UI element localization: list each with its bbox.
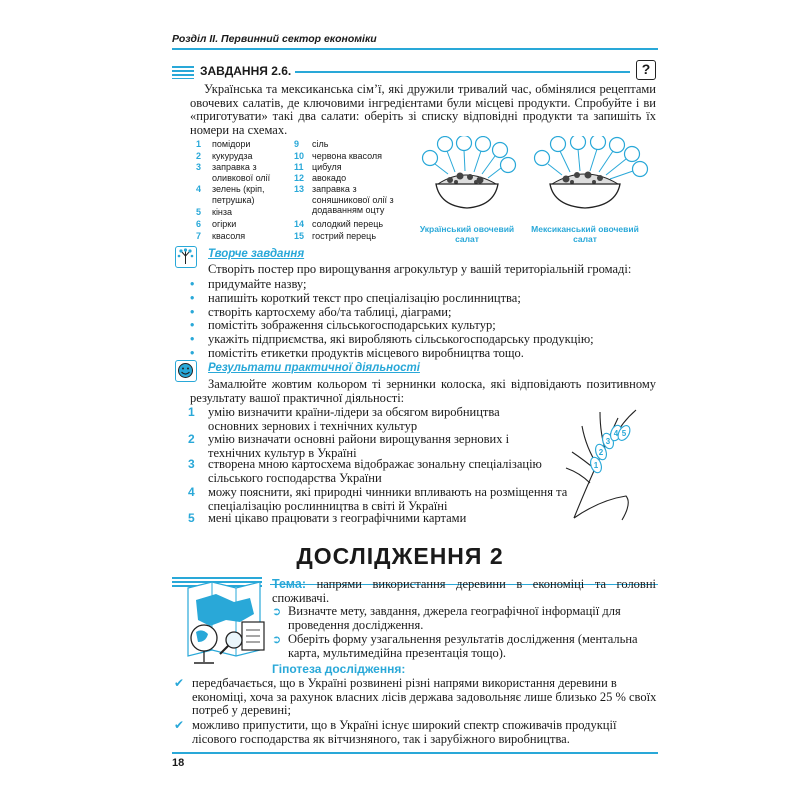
hypothesis-item: ✔ передбачається, що в Україні розвинені різні напрями використання деревини в економіці, хоча за рахунок власних лісів держава задовольняє лише близько 25 % своїх потреб у деревині; [174, 676, 657, 717]
bullet-icon: • [190, 277, 195, 291]
bullet-icon: • [190, 305, 195, 319]
result-item: 2 умію визначати основні райони вирощування зернових і технічних культур в Україні [188, 432, 510, 460]
ingredient-number: 12 [294, 173, 305, 183]
creative-item: • помістіть етикетки продуктів місцевого виробництва тощо. [190, 346, 524, 360]
arrow-icon: ➲ [272, 633, 282, 646]
ingredient-name: червона квасоля [312, 151, 383, 161]
ingredient-number: 5 [196, 207, 202, 217]
creative-task-title: Творче завдання [208, 248, 305, 260]
ukrainian-salad-label: Український овочевий салат [419, 224, 515, 244]
creative-item: • укажіть підприємства, які виробляють сільськогосподарську продукцію; [190, 332, 594, 346]
results-intro: Замалюйте жовтим кольором ті зернинки колоска, які відповідають позитивному результату вашої практичної діяльності: [190, 377, 656, 405]
task-heading-line [272, 71, 630, 73]
creative-task-intro: Створіть постер про вирощування агрокультур у вашій територіальній громаді: [208, 262, 632, 276]
ingredient-number: 6 [196, 219, 202, 229]
task-text: Українська та мексиканська сім’ї, які дружили тривалий час, обмінялися рецептами овочевих салатів, де ключовими інгредієнтами були місцеві продукти. Спробуйте і ви «приготувати» такі два салати: оберіть зі списку відповідні продукти та запишіть їх номери на схемах. [190, 82, 656, 137]
ingredient-name: огірки [212, 219, 237, 229]
task-title: ЗАВДАННЯ 2.6. [200, 64, 295, 78]
creative-task-icon [175, 246, 197, 268]
result-item: 3 створена мною картосхема відображає зональну спеціалізацію сільського господарства України [188, 457, 542, 485]
research-illustration [176, 580, 272, 666]
ingredient-name: кукурудза [212, 151, 253, 161]
ingredient-number: 10 [294, 151, 305, 161]
theme-label: Тема: [272, 577, 306, 591]
answer-circle[interactable] [423, 151, 438, 166]
ingredient-number: 3 [196, 162, 202, 172]
answer-circle[interactable] [591, 136, 606, 150]
checkmark-icon: ✔ [174, 676, 185, 690]
creative-item: • придумайте назву; [190, 277, 307, 291]
ingredient-name: гострий перець [312, 231, 377, 241]
header-rule [172, 48, 658, 50]
ingredient-name: зелень (кріп, петрушка) [212, 184, 265, 205]
ingredient-name: солодкий перець [312, 219, 384, 229]
research-step: ➲ Оберіть форму узагальнення результатів дослідження (ментальна карта, мультимедійна презентація тощо). [272, 632, 638, 660]
ingredient-name: сіль [312, 139, 329, 149]
result-item: 5 мені цікаво працювати з географічними картами [188, 511, 467, 525]
ingredient-name: кінза [212, 207, 233, 217]
result-number: 1 [188, 405, 195, 419]
ingredient-number: 4 [196, 184, 202, 194]
ukrainian-salad-scheme [423, 136, 516, 208]
result-number: 3 [188, 457, 195, 471]
answer-circle[interactable] [535, 151, 550, 166]
ingredient-number: 15 [294, 231, 305, 241]
answer-circle[interactable] [501, 158, 516, 173]
results-title: Результати практичної діяльності [208, 362, 420, 374]
ingredient-number: 7 [196, 231, 202, 241]
salad-schemes [410, 136, 660, 236]
theme-text: напрями використання деревини в економіці та головні споживачі. [272, 577, 656, 605]
answer-circle[interactable] [457, 136, 472, 151]
bullet-icon: • [190, 332, 195, 346]
question-icon: ? [636, 60, 656, 80]
arrow-icon: ➲ [272, 605, 282, 618]
wheat-spikelet-illustration [560, 408, 656, 526]
result-number: 2 [188, 432, 195, 446]
hypothesis-label: Гіпотеза дослідження: [272, 662, 406, 676]
answer-circle[interactable] [610, 138, 625, 153]
result-item: 4 можу пояснити, які природні чинники впливають на розміщення та спеціалізацію рослинництва в світі й Україні [188, 485, 568, 513]
creative-item: • напишіть короткий текст про спеціалізацію рослинництва; [190, 291, 521, 305]
research-step: ➲ Визначте мету, завдання, джерела географічної інформації для проведення дослідження. [272, 604, 621, 632]
research-theme [272, 578, 656, 605]
ingredient-number: 2 [196, 151, 202, 161]
spikelet-number: 4 [613, 429, 619, 438]
spikelet-number: 1 [593, 461, 599, 470]
answer-circle[interactable] [633, 162, 648, 177]
bullet-icon: • [190, 318, 195, 332]
ingredient-name: цибуля [312, 162, 342, 172]
mexican-salad-scheme [535, 136, 648, 208]
running-head: Розділ ІІ. Первинний сектор економіки [172, 33, 377, 45]
footer-rule [172, 752, 658, 754]
ingredient-name: заправка з соняшникової олії з додаванням оцту [312, 184, 394, 215]
ingredient-number: 14 [294, 219, 305, 229]
answer-circle[interactable] [625, 147, 640, 162]
ingredient-name: квасоля [212, 231, 246, 241]
page-number: 18 [172, 757, 185, 769]
checkmark-icon: ✔ [174, 718, 185, 732]
ingredient-number: 1 [196, 139, 202, 149]
result-number: 4 [188, 485, 195, 499]
answer-circle[interactable] [438, 137, 453, 152]
result-number: 5 [188, 511, 195, 525]
bullet-icon: • [190, 291, 195, 305]
ingredient-number: 13 [294, 184, 305, 194]
answer-circle[interactable] [476, 137, 491, 152]
creative-item: • створіть картосхему або/та таблиці, діаграми; [190, 305, 452, 319]
result-item: 1 умію визначити країни-лідери за обсягом виробництва основних зернових і технічних культур [188, 405, 500, 433]
answer-circle[interactable] [551, 137, 566, 152]
hypothesis-item: ✔ можливо припустити, що в Україні існує широкий спектр споживачів продукції лісового господарства як вітчизняного, так і зарубіжного виробництва. [174, 718, 617, 746]
answer-circle[interactable] [571, 136, 586, 150]
ingredient-name: авокадо [312, 173, 347, 183]
bullet-icon: • [190, 346, 195, 360]
spikelet-number: 3 [605, 437, 611, 446]
ingredient-number: 9 [294, 139, 300, 149]
ingredient-number: 11 [294, 162, 304, 172]
mexican-salad-label: Мексиканський овочевий салат [531, 224, 639, 244]
task-stripes-decoration [172, 66, 194, 79]
spikelet-number: 2 [598, 448, 604, 457]
ingredient-name: заправка з оливкової олії [212, 162, 271, 183]
research-title: ДОСЛІДЖЕННЯ 2 [296, 543, 504, 569]
spikelet-number: 5 [621, 429, 627, 438]
creative-item: • помістіть зображення сільськогосподарських культур; [190, 318, 496, 332]
ingredient-name: помідори [212, 139, 251, 149]
answer-circle[interactable] [493, 143, 508, 158]
